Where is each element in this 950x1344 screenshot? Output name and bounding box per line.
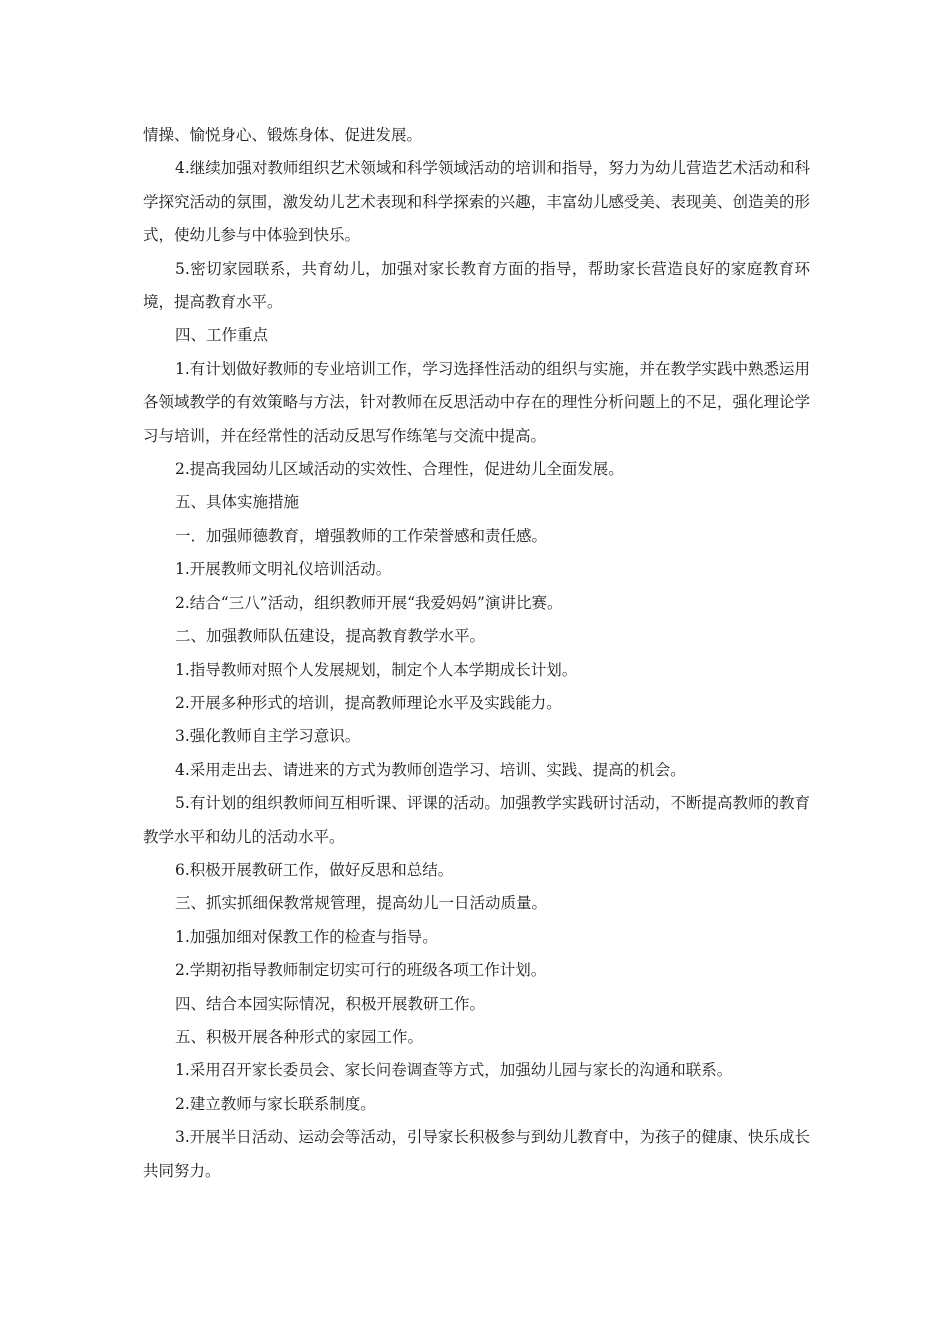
subsection-heading: 二、加强教师队伍建设，提高教育教学水平。 xyxy=(175,627,486,646)
subsection-heading: 五、积极开展各种形式的家园工作。 xyxy=(175,1027,424,1046)
document-body xyxy=(143,119,810,1188)
list-item: 1.采用召开家长委员会、家长问卷调查等方式，加强幼儿园与家长的沟通和联系。 xyxy=(175,1061,733,1080)
list-item: 2.学期初指导教师制定切实可行的班级各项工作计划。 xyxy=(175,961,547,980)
subsection-heading: 四、结合本园实际情况，积极开展教研工作。 xyxy=(175,994,486,1013)
subsection-heading: 三、抓实抓细保教常规管理，提高幼儿一日活动质量。 xyxy=(175,894,548,913)
paragraph: 4.继续加强对教师组织艺术领域和科学领域活动的培训和指导，努力为幼儿营造艺术活动和科学探究活动的氛围，激发幼儿艺术表现和科学探索的兴趣，丰富幼儿感受美、表现美、创造美的形式，使幼儿参与中体验到快乐。 xyxy=(143,159,810,245)
list-item: 1.开展教师文明礼仪培训活动。 xyxy=(175,560,392,579)
paragraph: 2.提高我园幼儿区域活动的实效性、合理性，促进幼儿全面发展。 xyxy=(175,460,624,479)
list-item: 4.采用走出去、请进来的方式为教师创造学习、培训、实践、提高的机会。 xyxy=(175,760,686,779)
list-item: 6.积极开展教研工作，做好反思和总结。 xyxy=(175,860,454,879)
list-item: 1.指导教师对照个人发展规划，制定个人本学期成长计划。 xyxy=(175,660,578,679)
paragraph: 1.有计划做好教师的专业培训工作，学习选择性活动的组织与实施，并在教学实践中熟悉运用各领域教学的有效策略与方法，针对教师在反思活动中存在的理性分析问题上的不足，强化理论学习与培训，并在经常性的活动反思写作练笔与交流中提高。 xyxy=(143,359,810,445)
subsection-heading: 一．加强师德教育，增强教师的工作荣誉感和责任感。 xyxy=(175,526,548,545)
list-item: 1.加强加细对保教工作的检查与指导。 xyxy=(175,927,438,946)
paragraph: 情操、愉悦身心、锻炼身体、促进发展。 xyxy=(143,126,423,144)
list-item: 2.建立教师与家长联系制度。 xyxy=(175,1094,376,1113)
list-item: 2.开展多种形式的培训，提高教师理论水平及实践能力。 xyxy=(175,693,562,712)
paragraph: 5.密切家园联系，共育幼儿，加强对家长教育方面的指导，帮助家长营造良好的家庭教育环境，提高教育水平。 xyxy=(143,259,810,312)
list-item: 3.开展半日活动、运动会等活动，引导家长积极参与到幼儿教育中，为孩子的健康、快乐成长共同努力。 xyxy=(143,1128,810,1180)
list-item: 2.结合“三八”活动，组织教师开展“我爱妈妈”演讲比赛。 xyxy=(175,593,563,612)
list-item: 3.强化教师自主学习意识。 xyxy=(175,727,361,746)
section-heading: 四、工作重点 xyxy=(175,326,269,345)
section-heading: 五、具体实施措施 xyxy=(175,493,300,512)
list-item: 5.有计划的组织教师间互相听课、评课的活动。加强教学实践研讨活动，不断提高教师的教育教学水平和幼儿的活动水平。 xyxy=(143,794,810,846)
